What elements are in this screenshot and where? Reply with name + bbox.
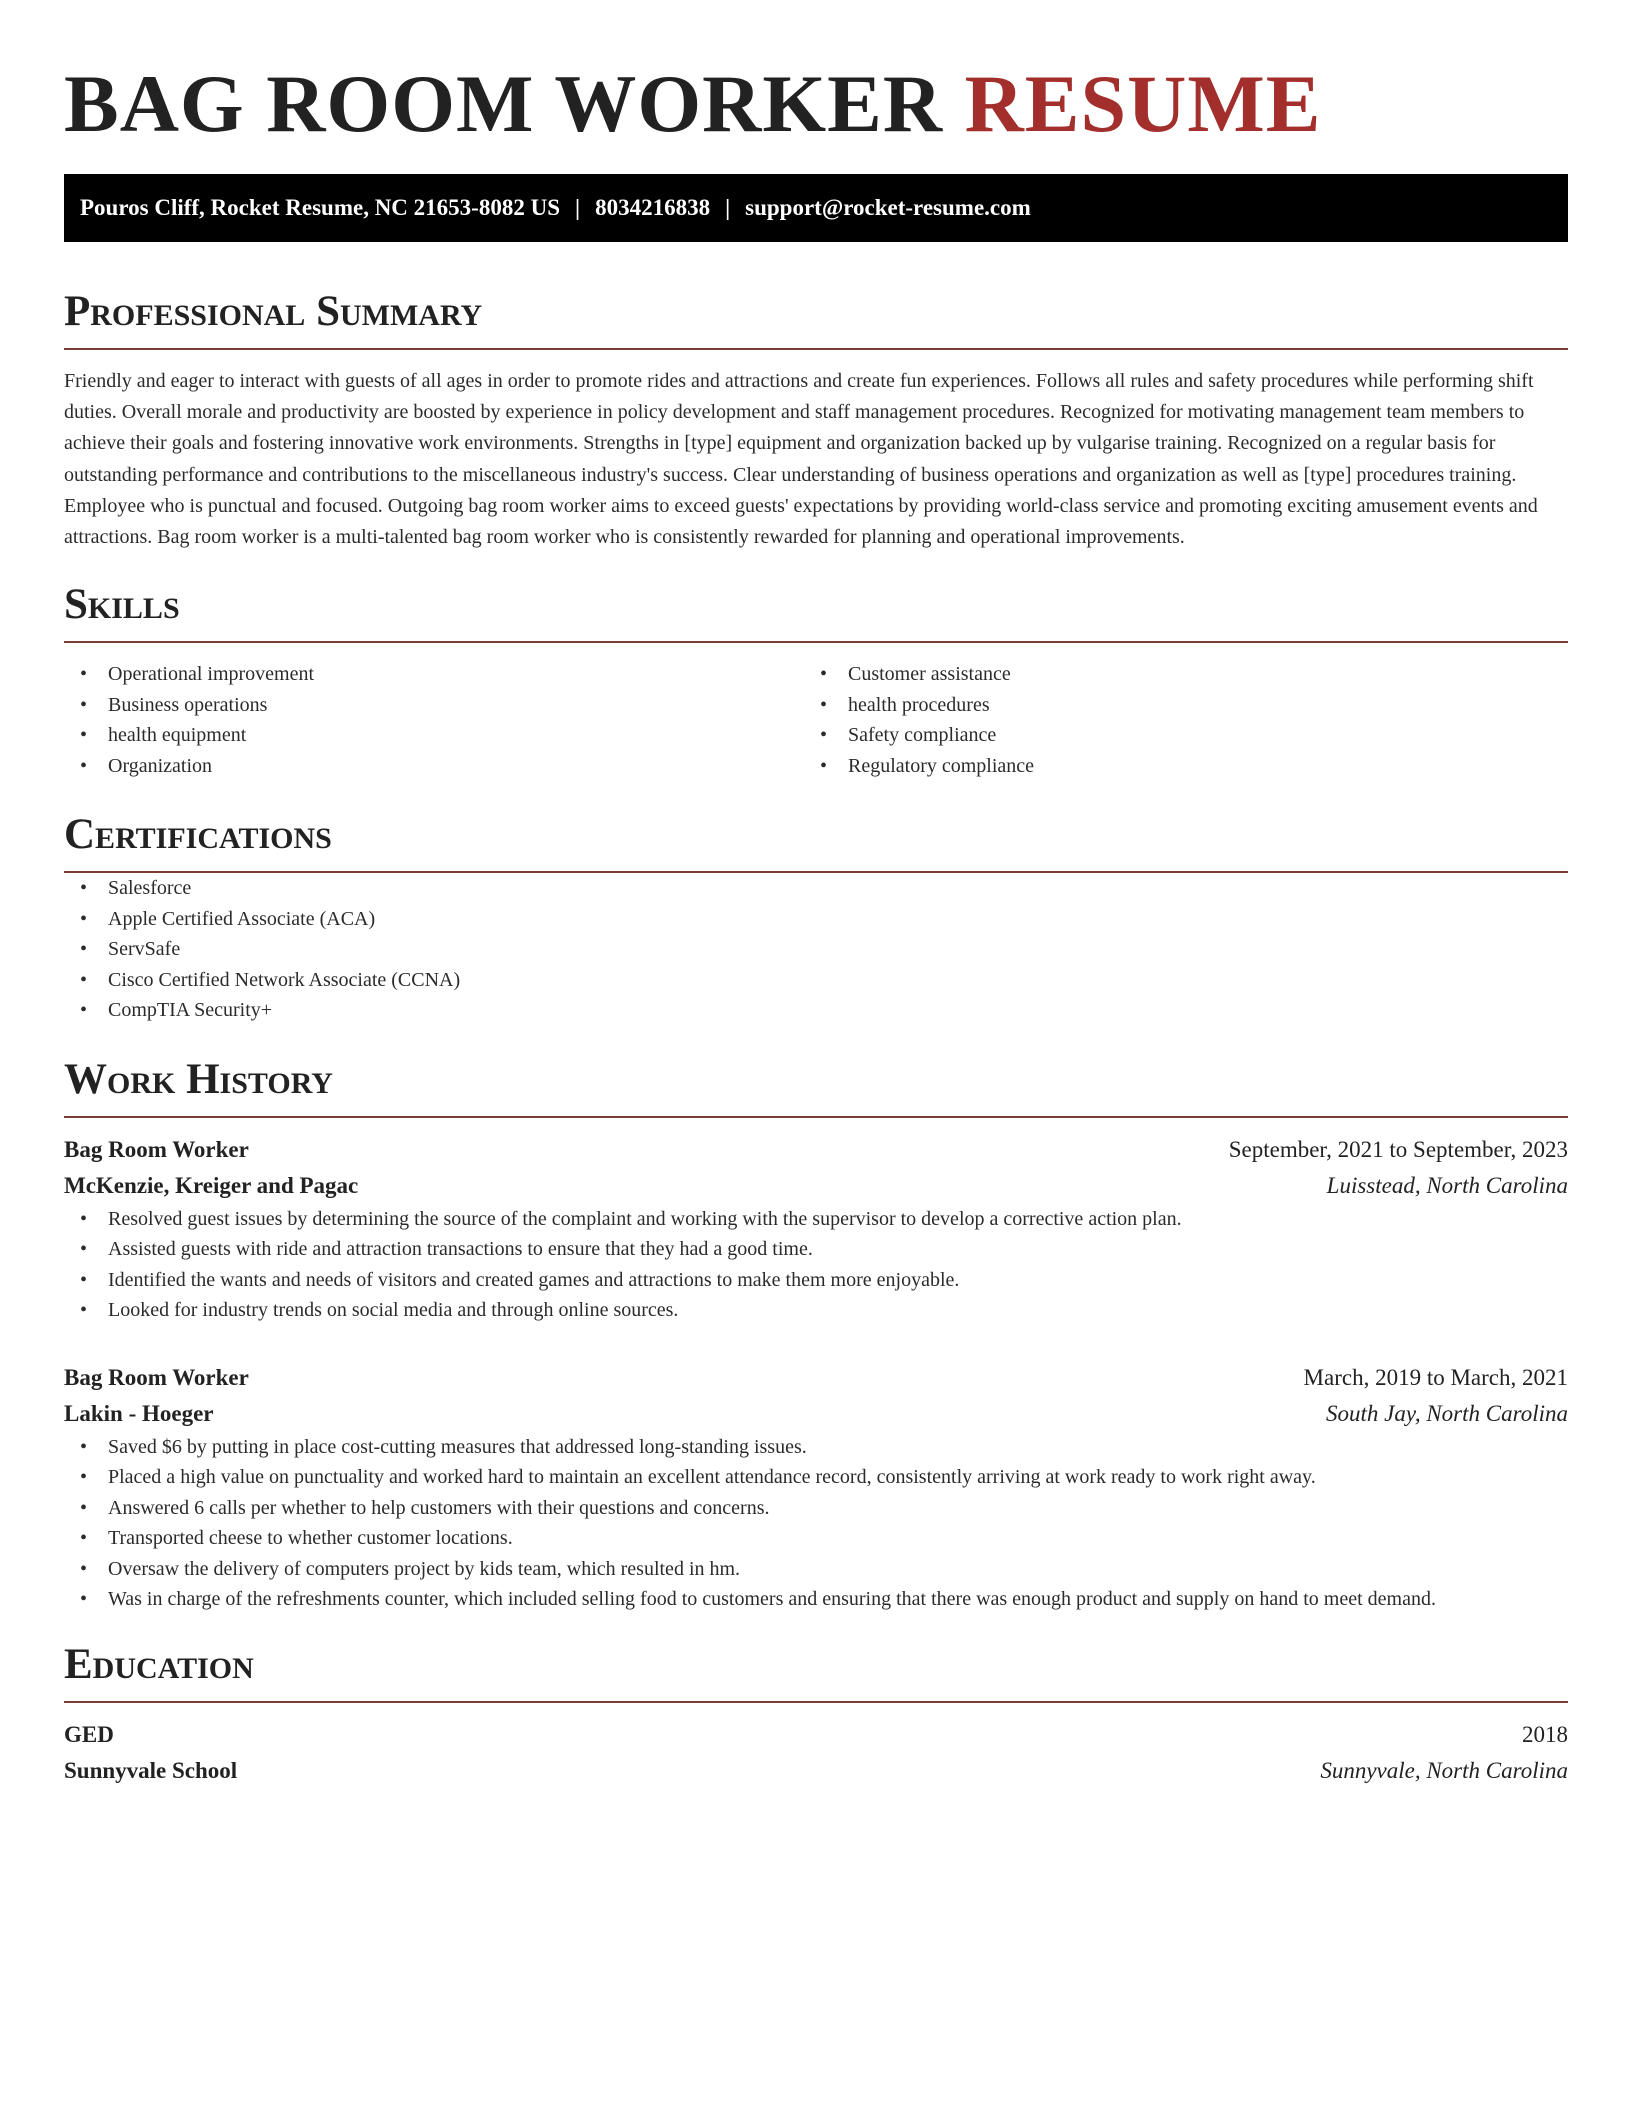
contact-separator: | bbox=[725, 195, 731, 220]
job-entry bbox=[64, 1132, 1568, 1326]
certifications-list bbox=[64, 873, 1568, 1026]
job-location: South Jay, North Carolina bbox=[1326, 1400, 1568, 1426]
job-duty: • Answered 6 calls per whether to help customers with their questions and concerns. bbox=[64, 1493, 1568, 1524]
job-title-row bbox=[64, 1132, 1568, 1168]
contact-email: support@rocket-resume.com bbox=[745, 195, 1031, 220]
skill-item: • health equipment bbox=[64, 720, 804, 751]
skill-item: • Customer assistance bbox=[804, 659, 1544, 690]
skill-item: • Regulatory compliance bbox=[804, 751, 1544, 782]
education-school: Sunnyvale School bbox=[64, 1757, 238, 1783]
job-location: Luisstead, North Carolina bbox=[1326, 1172, 1568, 1198]
certification-item: • Cisco Certified Network Associate (CCNA) bbox=[64, 965, 1568, 996]
resume-page bbox=[64, 0, 1568, 1789]
job-company-row bbox=[64, 1396, 1568, 1432]
skill-item: • Safety compliance bbox=[804, 720, 1544, 751]
section-heading: Professional Summary bbox=[64, 286, 1568, 350]
resume-title bbox=[64, 0, 1568, 150]
certifications-section bbox=[64, 809, 1568, 1026]
job-duty: • Identified the wants and needs of visitors and created games and attractions to make them more enjoyable. bbox=[64, 1265, 1568, 1296]
skill-item: • Operational improvement bbox=[64, 659, 804, 690]
certification-item: • ServSafe bbox=[64, 934, 1568, 965]
skills-column-left bbox=[64, 659, 804, 781]
title-main: BAG ROOM WORKER bbox=[64, 58, 944, 149]
certification-item: • CompTIA Security+ bbox=[64, 995, 1568, 1026]
section-heading: Education bbox=[64, 1639, 1568, 1703]
skill-item: • health procedures bbox=[804, 690, 1544, 721]
job-duties-list bbox=[64, 1204, 1568, 1326]
job-company: Lakin - Hoeger bbox=[64, 1400, 214, 1426]
professional-summary-section bbox=[64, 286, 1568, 553]
skill-item: • Business operations bbox=[64, 690, 804, 721]
job-title: Bag Room Worker bbox=[64, 1136, 249, 1162]
job-duty: • Transported cheese to whether customer locations. bbox=[64, 1523, 1568, 1554]
contact-address: Pouros Cliff, Rocket Resume, NC 21653-8082 US bbox=[80, 195, 560, 220]
job-duty: • Assisted guests with ride and attraction transactions to ensure that they had a good time. bbox=[64, 1234, 1568, 1265]
job-duty: • Oversaw the delivery of computers project by kids team, which resulted in hm. bbox=[64, 1554, 1568, 1585]
job-duty: • Resolved guest issues by determining the source of the complaint and working with the supervisor to develop a corrective action plan. bbox=[64, 1204, 1568, 1235]
skills-section bbox=[64, 579, 1568, 781]
job-title-row bbox=[64, 1360, 1568, 1396]
job-duty: • Looked for industry trends on social media and through online sources. bbox=[64, 1295, 1568, 1326]
skills-grid bbox=[64, 659, 1568, 781]
contact-phone: 8034216838 bbox=[595, 195, 711, 220]
job-duty: • Was in charge of the refreshments counter, which included selling food to customers and ensuring that there was enough product and supply on hand to meet demand. bbox=[64, 1584, 1568, 1615]
summary-text: Friendly and eager to interact with guests of all ages in order to promote rides and attractions and create fun experiences. Follows all rules and safety procedures while performing shift duties. Overall morale and productivity are boosted by experience in policy development and staff management procedures. Recognized for motivating management team members to achieve their goals and fostering innovative work environments. Strengths in [type] equipment and organization backed up by vulgarise training. Recognized on a regular basis for outstanding performance and contributions to the miscellaneous industry's success. Clear understanding of business operations and organization as well as [type] procedures training. Employee who is punctual and focused. Outgoing bag room worker aims to exceed guests' expectations by providing world-class service and promoting exciting amusement events and attractions. Bag room worker is a multi-talented bag room worker who is consistently rewarded for planning and operational improvements. bbox=[64, 370, 1538, 549]
work-history-section bbox=[64, 1054, 1568, 1615]
skill-item: • Organization bbox=[64, 751, 804, 782]
certification-item: • Salesforce bbox=[64, 873, 1568, 904]
contact-bar bbox=[64, 174, 1568, 242]
education-entry bbox=[64, 1717, 1568, 1789]
job-company-row bbox=[64, 1168, 1568, 1204]
job-dates: September, 2021 to September, 2023 bbox=[1228, 1136, 1568, 1162]
section-heading: Certifications bbox=[64, 809, 1568, 873]
education-school-row bbox=[64, 1753, 1568, 1789]
job-entry bbox=[64, 1360, 1568, 1615]
skills-column-right bbox=[804, 659, 1544, 781]
contact-separator: | bbox=[574, 195, 581, 220]
section-heading: Skills bbox=[64, 579, 1568, 643]
skills-list bbox=[64, 659, 804, 781]
job-dates: March, 2019 to March, 2021 bbox=[1303, 1364, 1568, 1390]
job-title: Bag Room Worker bbox=[64, 1364, 249, 1390]
certification-item: • Apple Certified Associate (ACA) bbox=[64, 904, 1568, 935]
job-duties-list bbox=[64, 1432, 1568, 1615]
education-degree: GED bbox=[64, 1721, 114, 1747]
job-company: McKenzie, Kreiger and Pagac bbox=[64, 1172, 359, 1198]
education-degree-row bbox=[64, 1717, 1568, 1753]
education-location: Sunnyvale, North Carolina bbox=[1320, 1757, 1568, 1783]
education-section bbox=[64, 1639, 1568, 1789]
section-heading: Work History bbox=[64, 1054, 1568, 1118]
skills-list bbox=[804, 659, 1544, 781]
job-duty: • Saved $6 by putting in place cost-cutting measures that addressed long-standing issues. bbox=[64, 1432, 1568, 1463]
job-duty: • Placed a high value on punctuality and worked hard to maintain an excellent attendance record, consistently arriving at work ready to work right away. bbox=[64, 1462, 1568, 1493]
title-accent: RESUME bbox=[964, 58, 1322, 149]
education-year: 2018 bbox=[1522, 1721, 1568, 1747]
